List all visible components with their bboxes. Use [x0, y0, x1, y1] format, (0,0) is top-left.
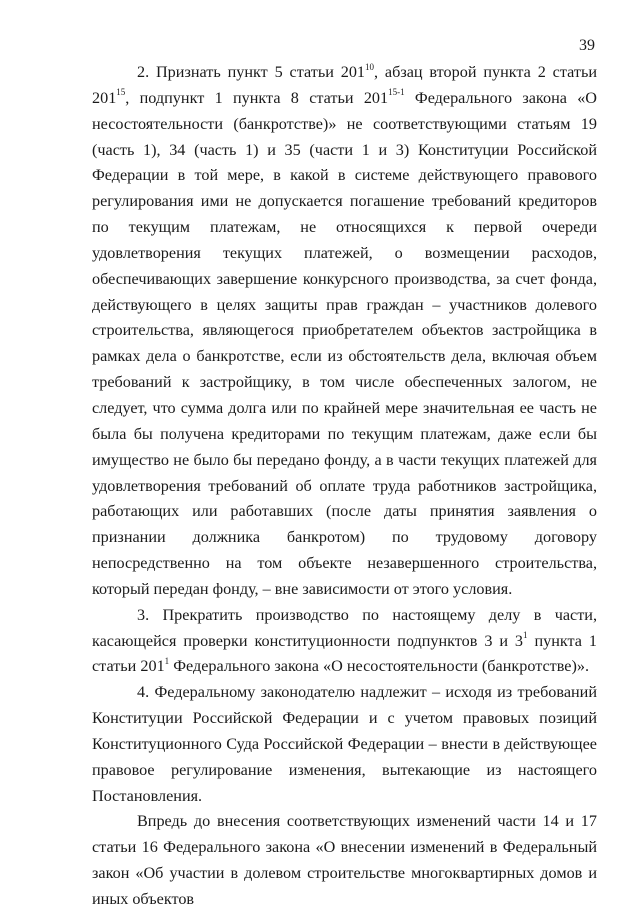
paragraph-text: , абзац второй пункта 2 статьи 201: [92, 63, 598, 107]
paragraph-text: пункта 1 статьи 201: [92, 631, 597, 676]
paragraph-text: Впредь до внесения соответствующих изменений части 14 и 17 статьи 16 Федерального закона «О внесении изменений в Федеральный закон «Об участии в долевом строительстве многоквартирных домов и иных объектов: [92, 812, 597, 908]
paragraph-text: 2. Признать пункт 5 статьи 201: [137, 63, 366, 81]
page-number: 39: [579, 37, 595, 54]
paragraph-p4: [92, 680, 597, 809]
paragraph-p3: [92, 603, 597, 681]
paragraph-text: Федерального закона «О несостоятельности (банкротстве)».: [169, 657, 590, 676]
superscript-index: 1: [164, 656, 170, 667]
paragraph-p2: [92, 60, 597, 603]
document-body: [92, 60, 597, 913]
superscript-index: 15: [116, 87, 126, 98]
paragraph-p5: [92, 809, 597, 912]
paragraph-text: 4. Федеральному законодателю надлежит – исходя из требований Конституции Российской Федерации и с учетом правовых позиций Конституционного Суда Российской Федерации – внести в действующее правовое регулирование изменения, вытекающие из настоящего Постановления.: [92, 683, 597, 805]
superscript-index: 10: [365, 61, 375, 72]
superscript-index: 15-1: [388, 87, 405, 98]
paragraph-text: , подпункт 1 пункта 8 статьи 201: [125, 88, 389, 107]
superscript-index: 1: [523, 630, 528, 641]
paragraph-text: Федерального закона «О несостоятельности (банкротстве)» не соответствующими статьям 19 (часть 1), 34 (часть 1) и 35 (части 1 и 3) Конституции Российской Федерации в той мере, в какой в системе действующего правового регулирования ими не допускается погашение требований кредиторов по текущим платежам, не относящихся к первой очереди удовлетворения текущих платежей, о возмещении расходов, обеспечивающих завершение конкурсного производства, за счет фонда, действующего в целях защиты прав граждан – участников долевого строительства, являющегося приобретателем объектов застройщика в рамках дела о банкротстве, если из обстоятельств дела, включая объем требований к застройщику, в том числе обеспеченных залогом, не следует, что сумма долга или по крайней мере значительная ее часть не была бы получена кредиторами по текущим платежам, даже если бы имущество не было бы передано фонду, а в части текущих платежей для удовлетворения требований об оплате труда работников застройщика, работающих или работавших (после даты принятия заявления о признании должника банкротом) по трудовому договору непосредственно на том объекте незавершенного строительства, который передан фонду, – вне зависимости от этого условия.: [92, 88, 597, 598]
paragraph-text: 3. Прекратить производство по настоящему делу в части, касающейся проверки конституционности подпунктов 3 и 3: [92, 605, 597, 650]
